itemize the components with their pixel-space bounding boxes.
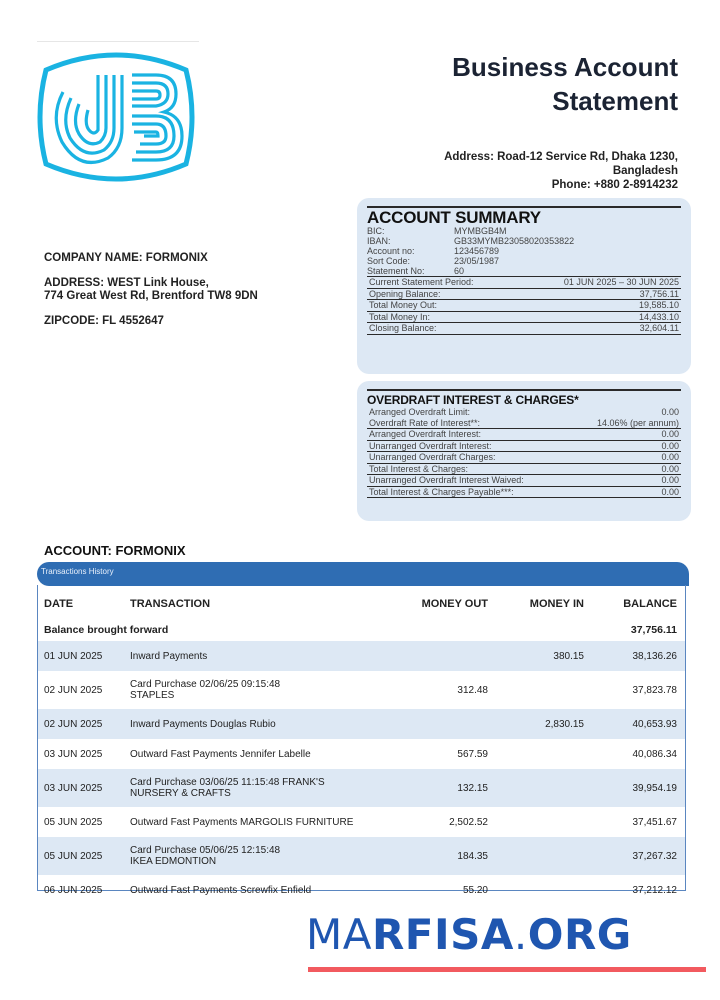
watermark-part: RFISA [371,910,514,959]
overdraft-row-arranged-interest [367,428,681,440]
detail-label: Sort Code: [367,256,411,266]
title-line-1: Business Account [452,52,678,82]
bank-phone: Phone: +880 2-8914232 [551,179,678,191]
cell-out: 184.35 [380,837,488,875]
row-label: Total Interest & Charges Payable***: [369,486,514,497]
page-title [452,50,678,118]
row-label: Current Statement Period: [369,277,474,287]
table-row [38,769,685,807]
row-value: 19,585.10 [638,300,679,310]
row-value: 14.06% (per annum) [596,417,679,428]
cell-balance: 37,212.12 [632,884,677,896]
cell-in [488,739,584,769]
watermark-part: MA [306,910,372,959]
cell-out: 312.48 [457,684,488,696]
summary-row-money-out [367,299,681,311]
cell-out: 132.15 [380,769,488,807]
cell-in [488,875,584,905]
desc-line: NURSERY & CRAFTS [130,788,231,799]
header-money-out: MONEY OUT [421,598,488,610]
row-label: Total Money In: [369,311,431,322]
row-value: 0.00 [661,429,679,439]
row-value: 0.00 [661,475,679,485]
cell-balance: 37,823.78 [632,684,677,696]
row-value: 37,756.11 [639,288,679,299]
account-summary-title: ACCOUNT SUMMARY [367,208,541,227]
desc-line: Outward Fast Payments Jennifer Labelle [130,748,311,760]
transactions-table [38,585,685,905]
cell-balance: 40,086.34 [632,748,677,760]
table-row [38,837,685,875]
desc-line: IKEA EDMONTION [130,856,217,867]
cell-transaction [130,739,380,769]
cell-date: 03 JUN 2025 [44,748,103,760]
transactions-table-container [37,585,686,896]
desc-line: STAPLES [130,690,175,701]
marfisa-watermark [306,910,632,959]
account-summary-panel [357,198,691,374]
cell-date: 02 JUN 2025 [38,709,130,739]
account-title: ACCOUNT: FORMONIX [44,543,186,558]
cell-in [488,837,584,875]
detail-bic [367,226,681,236]
address-line-1: ADDRESS: WEST Link House, [44,277,209,289]
header-date: DATE [44,598,74,610]
cell-balance: 37,267.32 [584,837,685,875]
address-line-2: 774 Great West Rd, Brentford TW8 9DN [44,290,258,302]
cell-in [488,769,584,807]
cell-balance: 38,136.26 [584,641,685,671]
overdraft-row-waived [367,474,681,486]
cell-out [380,709,488,739]
desc-line: Inward Payments [130,650,208,662]
row-value: 14,433.10 [638,311,679,322]
row-label: Total Money Out: [369,300,438,310]
summary-row-period [367,276,681,288]
summary-row-opening [367,288,681,300]
watermark-part: ORG [527,910,632,959]
cell-date: 06 JUN 2025 [44,884,103,896]
cell-in: 380.15 [488,641,584,671]
row-label: Unarranged Overdraft Charges: [369,452,496,462]
overdraft-row-rate [367,418,681,429]
divider [367,389,681,391]
row-value: 01 JUN 2025 – 30 JUN 2025 [563,277,679,287]
cell-transaction [130,671,380,709]
cell-date: 01 JUN 2025 [38,641,130,671]
detail-account-no [367,246,681,256]
cell-transaction [130,807,380,837]
header-money-in: MONEY IN [529,598,584,610]
overdraft-row-limit [367,407,681,418]
cell-balance: 39,954.19 [584,769,685,807]
company-name: COMPANY NAME: FORMONIX [44,252,208,264]
overdraft-row-unarranged-interest [367,440,681,452]
brought-forward-balance: 37,756.11 [630,624,677,636]
detail-value: MYMBGB4M [454,226,507,236]
detail-value: 60 [454,266,465,276]
cell-transaction [130,837,380,875]
overdraft-panel [357,381,691,521]
table-row [38,875,685,905]
table-row [38,739,685,769]
bank-address-line-2: Bangladesh [612,165,678,177]
row-value: 0.00 [661,463,679,474]
header-balance: BALANCE [623,598,677,610]
cell-in [488,671,584,709]
table-row [38,641,685,671]
row-value: 0.00 [661,452,679,462]
cell-date: 03 JUN 2025 [38,769,130,807]
cell-date: 02 JUN 2025 [44,684,103,696]
jb-bank-logo-icon [36,42,196,192]
row-label: Unarranged Overdraft Interest: [369,440,492,451]
detail-value: GB33MYMB23058020353822 [454,236,575,246]
table-row [38,709,685,739]
desc-line: Outward Fast Payments MARGOLIS FURNITURE [130,816,354,828]
brought-forward-label: Balance brought forward [44,624,169,636]
cell-date: 05 JUN 2025 [38,837,130,875]
table-row [38,671,685,709]
table-header-row [38,585,685,619]
cell-transaction [130,769,380,807]
cell-out [380,619,488,641]
desc-line: Outward Fast Payments Screwfix Enfield [130,884,312,896]
cell-balance: 37,451.67 [632,816,677,828]
desc-line: Card Purchase 03/06/25 11:15:48 FRANK'S [130,777,325,788]
table-row [38,807,685,837]
overdraft-row-unarranged-charges [367,451,681,463]
row-value: 0.00 [661,486,679,497]
zipcode: ZIPCODE: FL 4552647 [44,315,164,327]
row-value: 0.00 [661,407,679,417]
bank-address [444,150,678,192]
cell-out [380,641,488,671]
overdraft-title: OVERDRAFT INTEREST & CHARGES* [367,393,579,407]
bank-address-line-1: Address: Road-12 Service Rd, Dhaka 1230, [444,151,678,163]
cell-balance: 40,653.93 [584,709,685,739]
summary-row-money-in [367,311,681,323]
cell-in [488,619,584,641]
detail-label: IBAN: [367,236,391,246]
detail-iban [367,236,681,246]
brought-forward-row [38,619,685,641]
detail-label: Account no: [367,246,415,256]
cell-out: 567.59 [457,748,488,760]
detail-sort-code [367,256,681,266]
row-label: Unarranged Overdraft Interest Waived: [369,475,524,485]
overdraft-row-payable [367,486,681,499]
detail-label: BIC: [367,226,385,236]
detail-statement-no [367,266,681,276]
row-label: Total Interest & Charges: [369,463,469,474]
watermark-underline [308,967,706,972]
desc-line: Card Purchase 02/06/25 09:15:48 [130,679,281,690]
row-value: 0.00 [661,440,679,451]
cell-transaction [130,709,380,739]
cell-transaction [130,641,380,671]
desc-line: Inward Payments Douglas Rubio [130,718,276,730]
detail-value: 123456789 [454,246,500,256]
row-label: Opening Balance: [369,288,441,299]
header-transaction: TRANSACTION [130,598,211,610]
row-label: Closing Balance: [369,323,437,333]
desc-line: Card Purchase 05/06/25 12:15:48 [130,845,281,856]
cell-date: 05 JUN 2025 [44,816,103,828]
cell-out: 55.20 [462,884,488,896]
customer-info [44,252,258,328]
detail-label: Statement No: [367,266,425,276]
row-label: Arranged Overdraft Interest: [369,429,482,439]
watermark-part: . [513,910,528,959]
detail-value: 23/05/1987 [454,256,500,266]
cell-transaction [130,875,380,905]
row-value: 32,604.11 [639,323,679,333]
row-label: Overdraft Rate of Interest**: [369,417,481,428]
cell-out: 2,502.52 [449,816,488,828]
transactions-history-bar: Transactions History [37,562,689,586]
cell-in: 2,830.15 [488,709,584,739]
cell-in [488,807,584,837]
row-label: Arranged Overdraft Limit: [369,407,471,417]
summary-row-closing [367,322,681,335]
title-line-2: Statement [552,86,678,116]
overdraft-row-total [367,463,681,475]
